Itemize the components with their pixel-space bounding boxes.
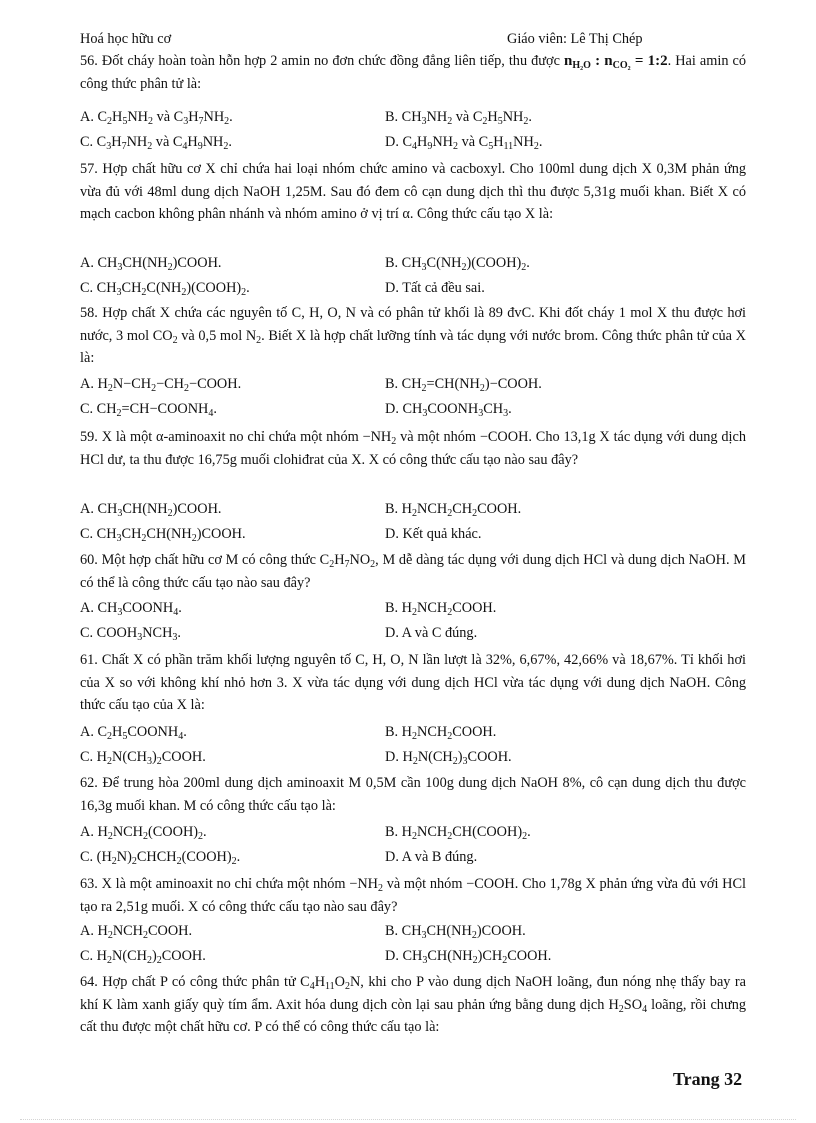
question-stem: 62. Để trung hòa 200ml dung dịch aminoaxit M 0,5M cần 100g dung dịch NaOH 8%, cô cạn dung dịch thu được 16,3g muối khan. M có công thức cấu tạo là: [80,775,746,814]
question-stem: 56. Đốt cháy hoàn toàn hỗn hợp 2 amin no đơn chức đồng đẳng liên tiếp, thu được $n_{H_2O}$ : $n_{CO_2}$ = 1:2. Hai amin có công thức phân tử là: [80,53,747,92]
answer-option: D. Kết quả khác. [385,526,482,542]
answer-option: A. $CH_3CH(NH_2)COOH$. [80,501,222,519]
answer-option: B. $H_2NCH_2COOH$. [385,724,497,742]
answer-option: C. $(H_2N)_2CHCH_2(COOH)_2$. [80,849,241,867]
answer-option: B. $CH_3CH(NH_2)COOH$. [385,923,526,941]
answer-option: B. $H_2NCH_2CH(COOH)_2$. [385,824,531,842]
question-stem: 58. Hợp chất X chứa các nguyên tố C, H, O, N và có phân tử khối là 89 đvC. Khi đốt cháy 1 mol X thu được hơi nước, 3 mol $CO_2$ và 0,5 mol $N_2$. Biết X là hợp chất lưỡng tính và tác dụng với nước brom. Công thức phân tử của X là: [80,305,746,367]
answer-option: D. Tất cả đều sai. [385,280,485,296]
question-stem: 61. Chất X có phần trăm khối lượng nguyên tố C, H, O, N lần lượt là 32%, 6,67%, 42,66% và 18,67%. Tỉ khối hơi của X so với không khí nhỏ hơn 3. X vừa tác dụng với dung dịch HCl vừa tác dụng với dung dịch NaOH. Công thức cấu tạo của X là: [80,652,746,714]
answer-option: B. $CH_2=CH(NH_2)-COOH$. [385,376,542,394]
answer-option: A. $CH_3COONH_4$. [80,600,182,618]
answer-option: B. $CH_3C(NH_2)(COOH)_2$. [385,255,530,273]
question-stem: 63. X là một aminoaxit no chỉ chứa một nhóm $-NH_2$ và một nhóm −COOH. Cho 1,78g X phản ứng vừa đủ với HCl tạo ra 2,51g muối. X có công thức cấu tạo nào sau đây? [80,876,746,915]
answer-option: B. $CH_3NH_2$ và $C_2H_5NH_2$. [385,109,532,127]
page-number: Trang 32 [673,1069,743,1089]
answer-option: B. $H_2NCH_2CH_2COOH$. [385,501,522,519]
header-subject: Hoá học hữu cơ [80,31,172,47]
answer-option: D. $H_2N(CH_2)_3COOH$. [385,749,512,767]
answer-option: C. $C_3H_7NH_2$ và $C_4H_9NH_2$. [80,134,232,152]
answer-option: A. $C_2H_5COONH_4$. [80,724,187,742]
answer-option: C. $COOH_3NCH_3$. [80,625,181,643]
answer-option: C. $H_2N(CH_2)_2COOH$. [80,948,206,966]
answer-option: C. $CH_3CH_2CH(NH_2)COOH$. [80,526,246,544]
header-teacher: Giáo viên: Lê Thị Chép [507,31,643,47]
question-stem: 59. X là một α-aminoaxit no chỉ chứa một nhóm $-NH_2$ và một nhóm −COOH. Cho 13,1g X tác dụng với dung dịch HCl dư, ta thu được 16,75g muối clohiđrat của X. X có công thức cấu tạo nào sau đây? [80,429,747,468]
answer-option: D. $CH_3COONH_3CH_3$. [385,401,512,419]
answer-option: D. $C_4H_9NH_2$ và $C_5H_{11}NH_2$. [385,134,543,152]
answer-option: C. $CH_3CH_2C(NH_2)(COOH)_2$. [80,280,250,298]
question-stem: 57. Hợp chất hữu cơ X chỉ chứa hai loại nhóm chức amino và cacboxyl. Cho 100ml dung dịch X 0,3M phản ứng vừa đủ với 48ml dung dịch NaOH 1,25M. Sau đó đem cô cạn dung dịch thì thu được 5,31g muối khan. Biết X có mạch cacbon không phân nhánh và nhóm amino ở vị trí α. Công thức cấu tạo X là: [80,161,746,223]
answer-option: C. $H_2N(CH_3)_2COOH$. [80,749,206,767]
answer-option: D. A và C đúng. [385,625,478,641]
answer-option: D. A và B đúng. [385,849,478,865]
answer-option: C. $CH_2=CH-COONH_4$. [80,401,217,419]
answer-option: A. $H_2N-CH_2-CH_2-COOH$. [80,376,242,394]
answer-option: D. $CH_3CH(NH_2)CH_2COOH$. [385,948,552,966]
answer-option: A. $CH_3CH(NH_2)COOH$. [80,255,222,273]
answer-option: A. $H_2NCH_2COOH$. [80,923,193,941]
question-stem: 64. Hợp chất P có công thức phân tử $C_4H_{11}O_2N$, khi cho P vào dung dịch NaOH loãng, đun nóng nhẹ thấy bay ra khí K làm xanh giấy quỳ tím ẩm. Axit hóa dung dịch còn lại sau phản ứng bằng dung dịch $H_2SO_4$ loãng, rồi chưng cất thu được một chất hữu cơ. P có thể có công thức cấu tạo là: [80,974,746,1036]
bottom-divider [20,1119,796,1120]
question-stem: 60. Một hợp chất hữu cơ M có công thức $C_2H_7NO_2$, M dễ dàng tác dụng với dung dịch HCl và dung dịch NaOH. M có thể là công thức cấu tạo nào sau đây? [80,552,746,591]
answer-option: B. $H_2NCH_2COOH$. [385,600,497,618]
answer-option: A. $H_2NCH_2(COOH)_2$. [80,824,207,842]
answer-option: A. $C_2H_5NH_2$ và $C_3H_7NH_2$. [80,109,233,127]
